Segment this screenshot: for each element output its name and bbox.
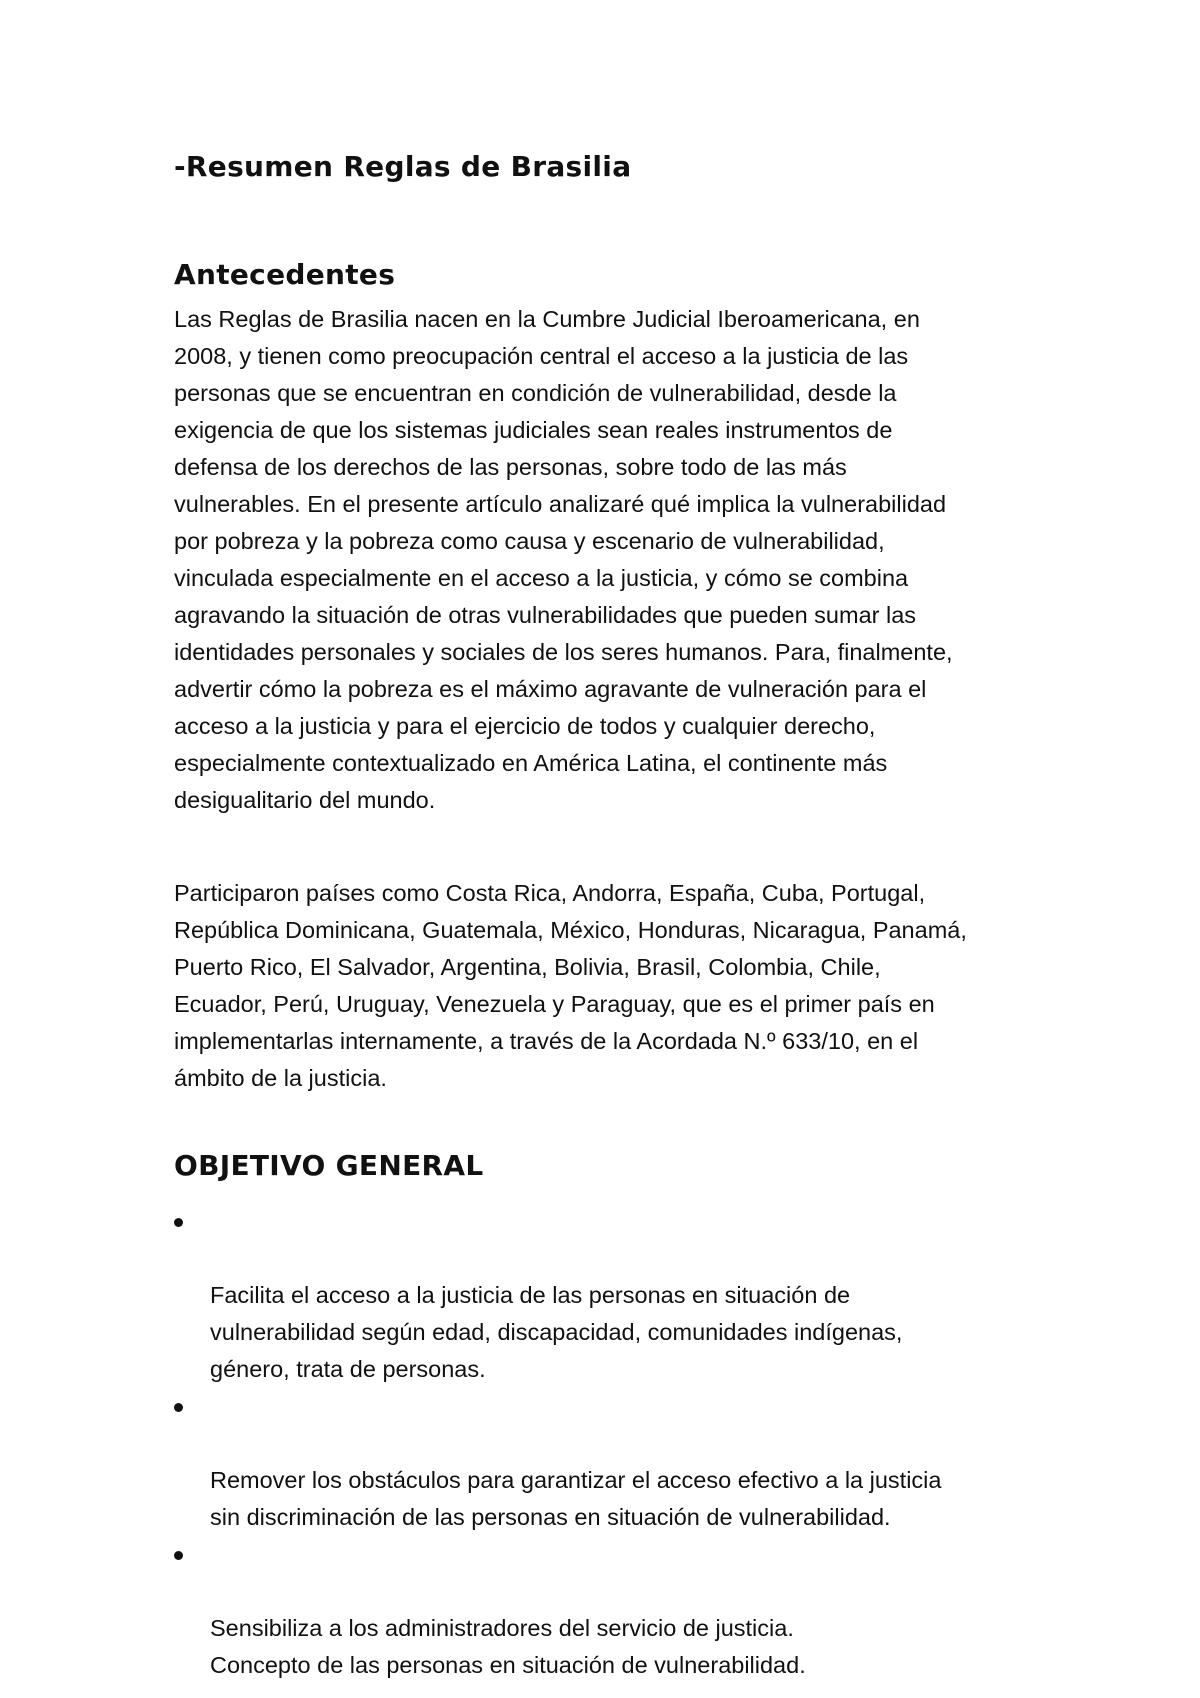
- list-item: [174, 1203, 1054, 1388]
- list-item: [174, 1536, 1054, 1684]
- bullet-text: Sensibiliza a los administradores del servicio de justicia. Concepto de las personas en situación de vulnerabilidad.: [210, 1614, 806, 1678]
- bullet-icon: [174, 1551, 183, 1560]
- bullet-text: Facilita el acceso a la justicia de las personas en situación de vulnerabilidad según edad, discapacidad, comunidades indígenas, género, trata de personas.: [210, 1281, 903, 1382]
- section-heading-antecedentes: Antecedentes: [174, 257, 396, 291]
- objetivo-bullet-list: [174, 1203, 1054, 1684]
- list-item: [174, 1388, 1054, 1536]
- document-page: [174, 150, 1054, 1684]
- bullet-text: Remover los obstáculos para garantizar el acceso efectivo a la justicia sin discriminación de las personas en situación de vulnerabilidad.: [210, 1466, 942, 1530]
- bullet-icon: [174, 1218, 183, 1227]
- document-title: -Resumen Reglas de Brasilia: [174, 150, 632, 183]
- section-heading-objetivo-general: OBJETIVO GENERAL: [174, 1149, 484, 1183]
- bullet-icon: [174, 1403, 183, 1412]
- paragraph-antecedentes-1: Las Reglas de Brasilia nacen en la Cumbre Judicial Iberoamericana, en 2008, y tienen como preocupación central el acceso a la justicia de las personas que se encuentran en condición de vulnerabilidad, desde la exigencia de que los sistemas judiciales sean reales instrumentos de defensa de los derechos de las personas, sobre todo de las más vulnerables. En el presente artículo analizaré qué implica la vulnerabilidad por pobreza y la pobreza como causa y escenario de vulnerabilidad, vinculada especialmente en el acceso a la justicia, y cómo se combina agravando la situación de otras vulnerabilidades que pueden sumar las identidades personales y sociales de los seres humanos. Para, finalmente, advertir cómo la pobreza es el máximo agravante de vulneración para el acceso a la justicia y para el ejercicio de todos y cualquier derecho, especialmente contextualizado en América Latina, el continente más desigualitario del mundo.: [174, 306, 953, 814]
- paragraph-antecedentes-2: Participaron países como Costa Rica, Andorra, España, Cuba, Portugal, República Dominicana, Guatemala, México, Honduras, Nicaragua, Panamá, Puerto Rico, El Salvador, Argentina, Bolivia, Brasil, Colombia, Chile, Ecuador, Perú, Uruguay, Venezuela y Paraguay, que es el primer país en implementarlas internamente, a través de la Acordada N.º 633/10, en el ámbito de la justicia.: [174, 880, 967, 1092]
